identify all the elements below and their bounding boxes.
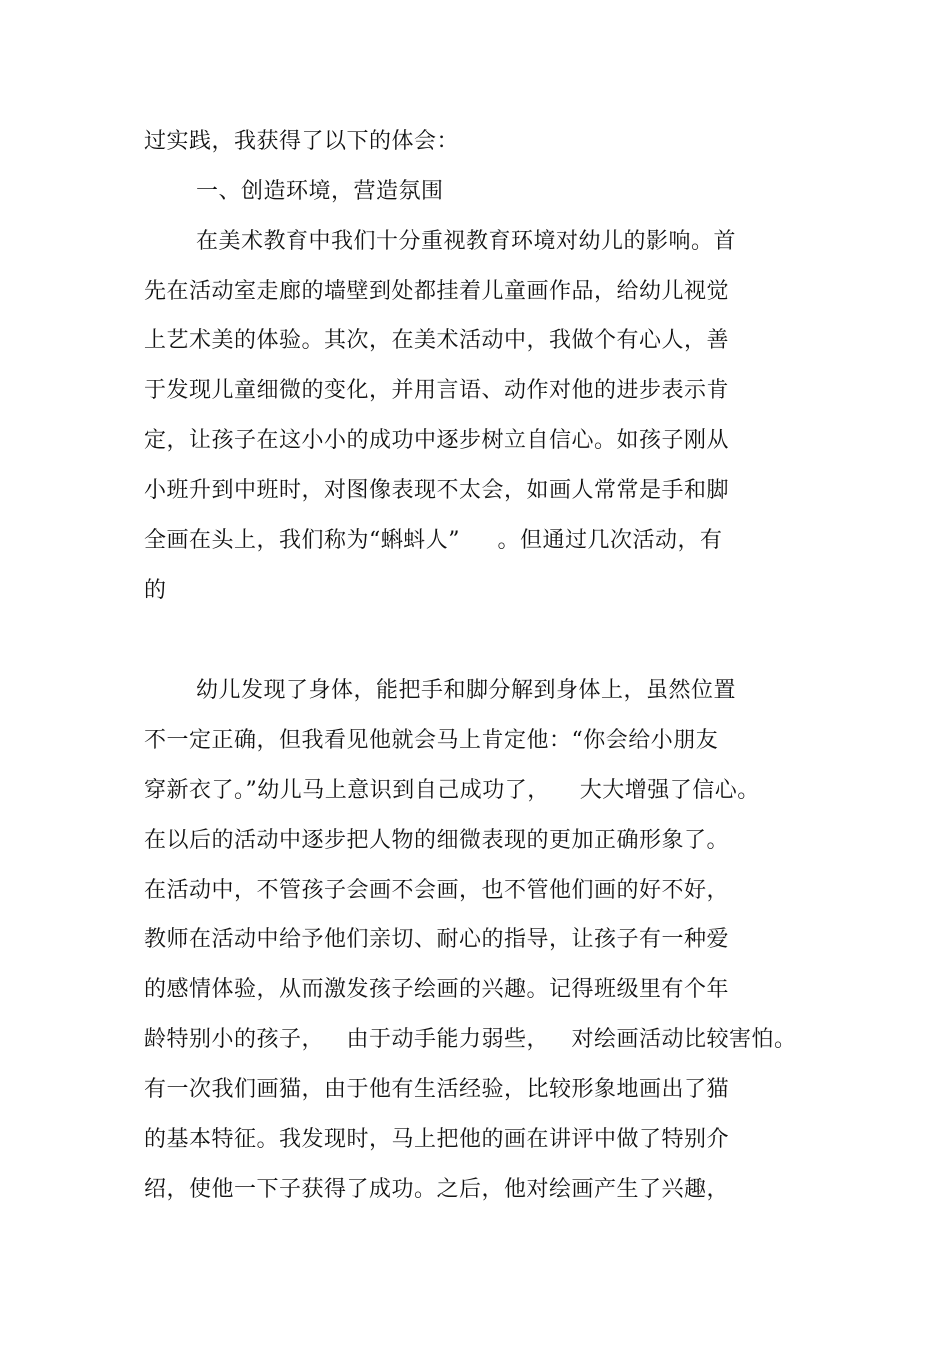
text-line: 上艺术美的体验。其次，在美术活动中，我做个有心人，善	[144, 328, 730, 353]
text-line: 不一定正确，但我看见他就会马上肯定他：“你会给小朋友	[144, 728, 719, 753]
text-line: 小班升到中班时，对图像表现不太会，如画人常常是手和脚	[144, 478, 730, 503]
text-line: 于发现儿童细微的变化，并用言语、动作对他的进步表示肯	[144, 378, 730, 403]
text-line: 过实践，我获得了以下的体会：	[144, 129, 460, 154]
text-line: 定，让孩子在这小小的成功中逐步树立自信心。如孩子刚从	[144, 428, 730, 453]
text-line: 在活动中，不管孩子会画不会画，也不管他们画的好不好，	[144, 878, 730, 903]
text-line: 龄特别小的孩子， 由于动手能力弱些， 对绘画活动比较害怕。	[144, 1027, 797, 1052]
text-line: 的感情体验，从而激发孩子绘画的兴趣。记得班级里有个年	[144, 977, 730, 1002]
text-line: 穿新衣了。”幼儿马上意识到自己成功了， 大大增强了信心。	[144, 778, 760, 803]
text-line: 有一次我们画猫，由于他有生活经验，比较形象地画出了猫	[144, 1077, 730, 1102]
text-line: 的基本特征。我发现时，马上把他的画在讲评中做了特别介	[144, 1127, 730, 1152]
text-line: 教师在活动中给予他们亲切、耐心的指导，让孩子有一种爱	[144, 927, 730, 952]
text-line: 先在活动室走廊的墙壁到处都挂着儿童画作品，给幼儿视觉	[144, 279, 730, 304]
text-line: 幼儿发现了身体，能把手和脚分解到身体上，虽然位置	[196, 678, 737, 703]
text-line: 在以后的活动中逐步把人物的细微表现的更加正确形象了。	[144, 828, 730, 853]
text-line: 在美术教育中我们十分重视教育环境对幼儿的影响。首	[196, 229, 737, 254]
text-line: 的	[144, 578, 167, 603]
text-line: 全画在头上，我们称为“蝌蚪人” 。但通过几次活动，有	[144, 528, 723, 553]
text-line: 绍，使他一下子获得了成功。之后，他对绘画产生了兴趣，	[144, 1177, 730, 1202]
section-heading: 一、创造环境，营造氛围	[196, 179, 444, 204]
